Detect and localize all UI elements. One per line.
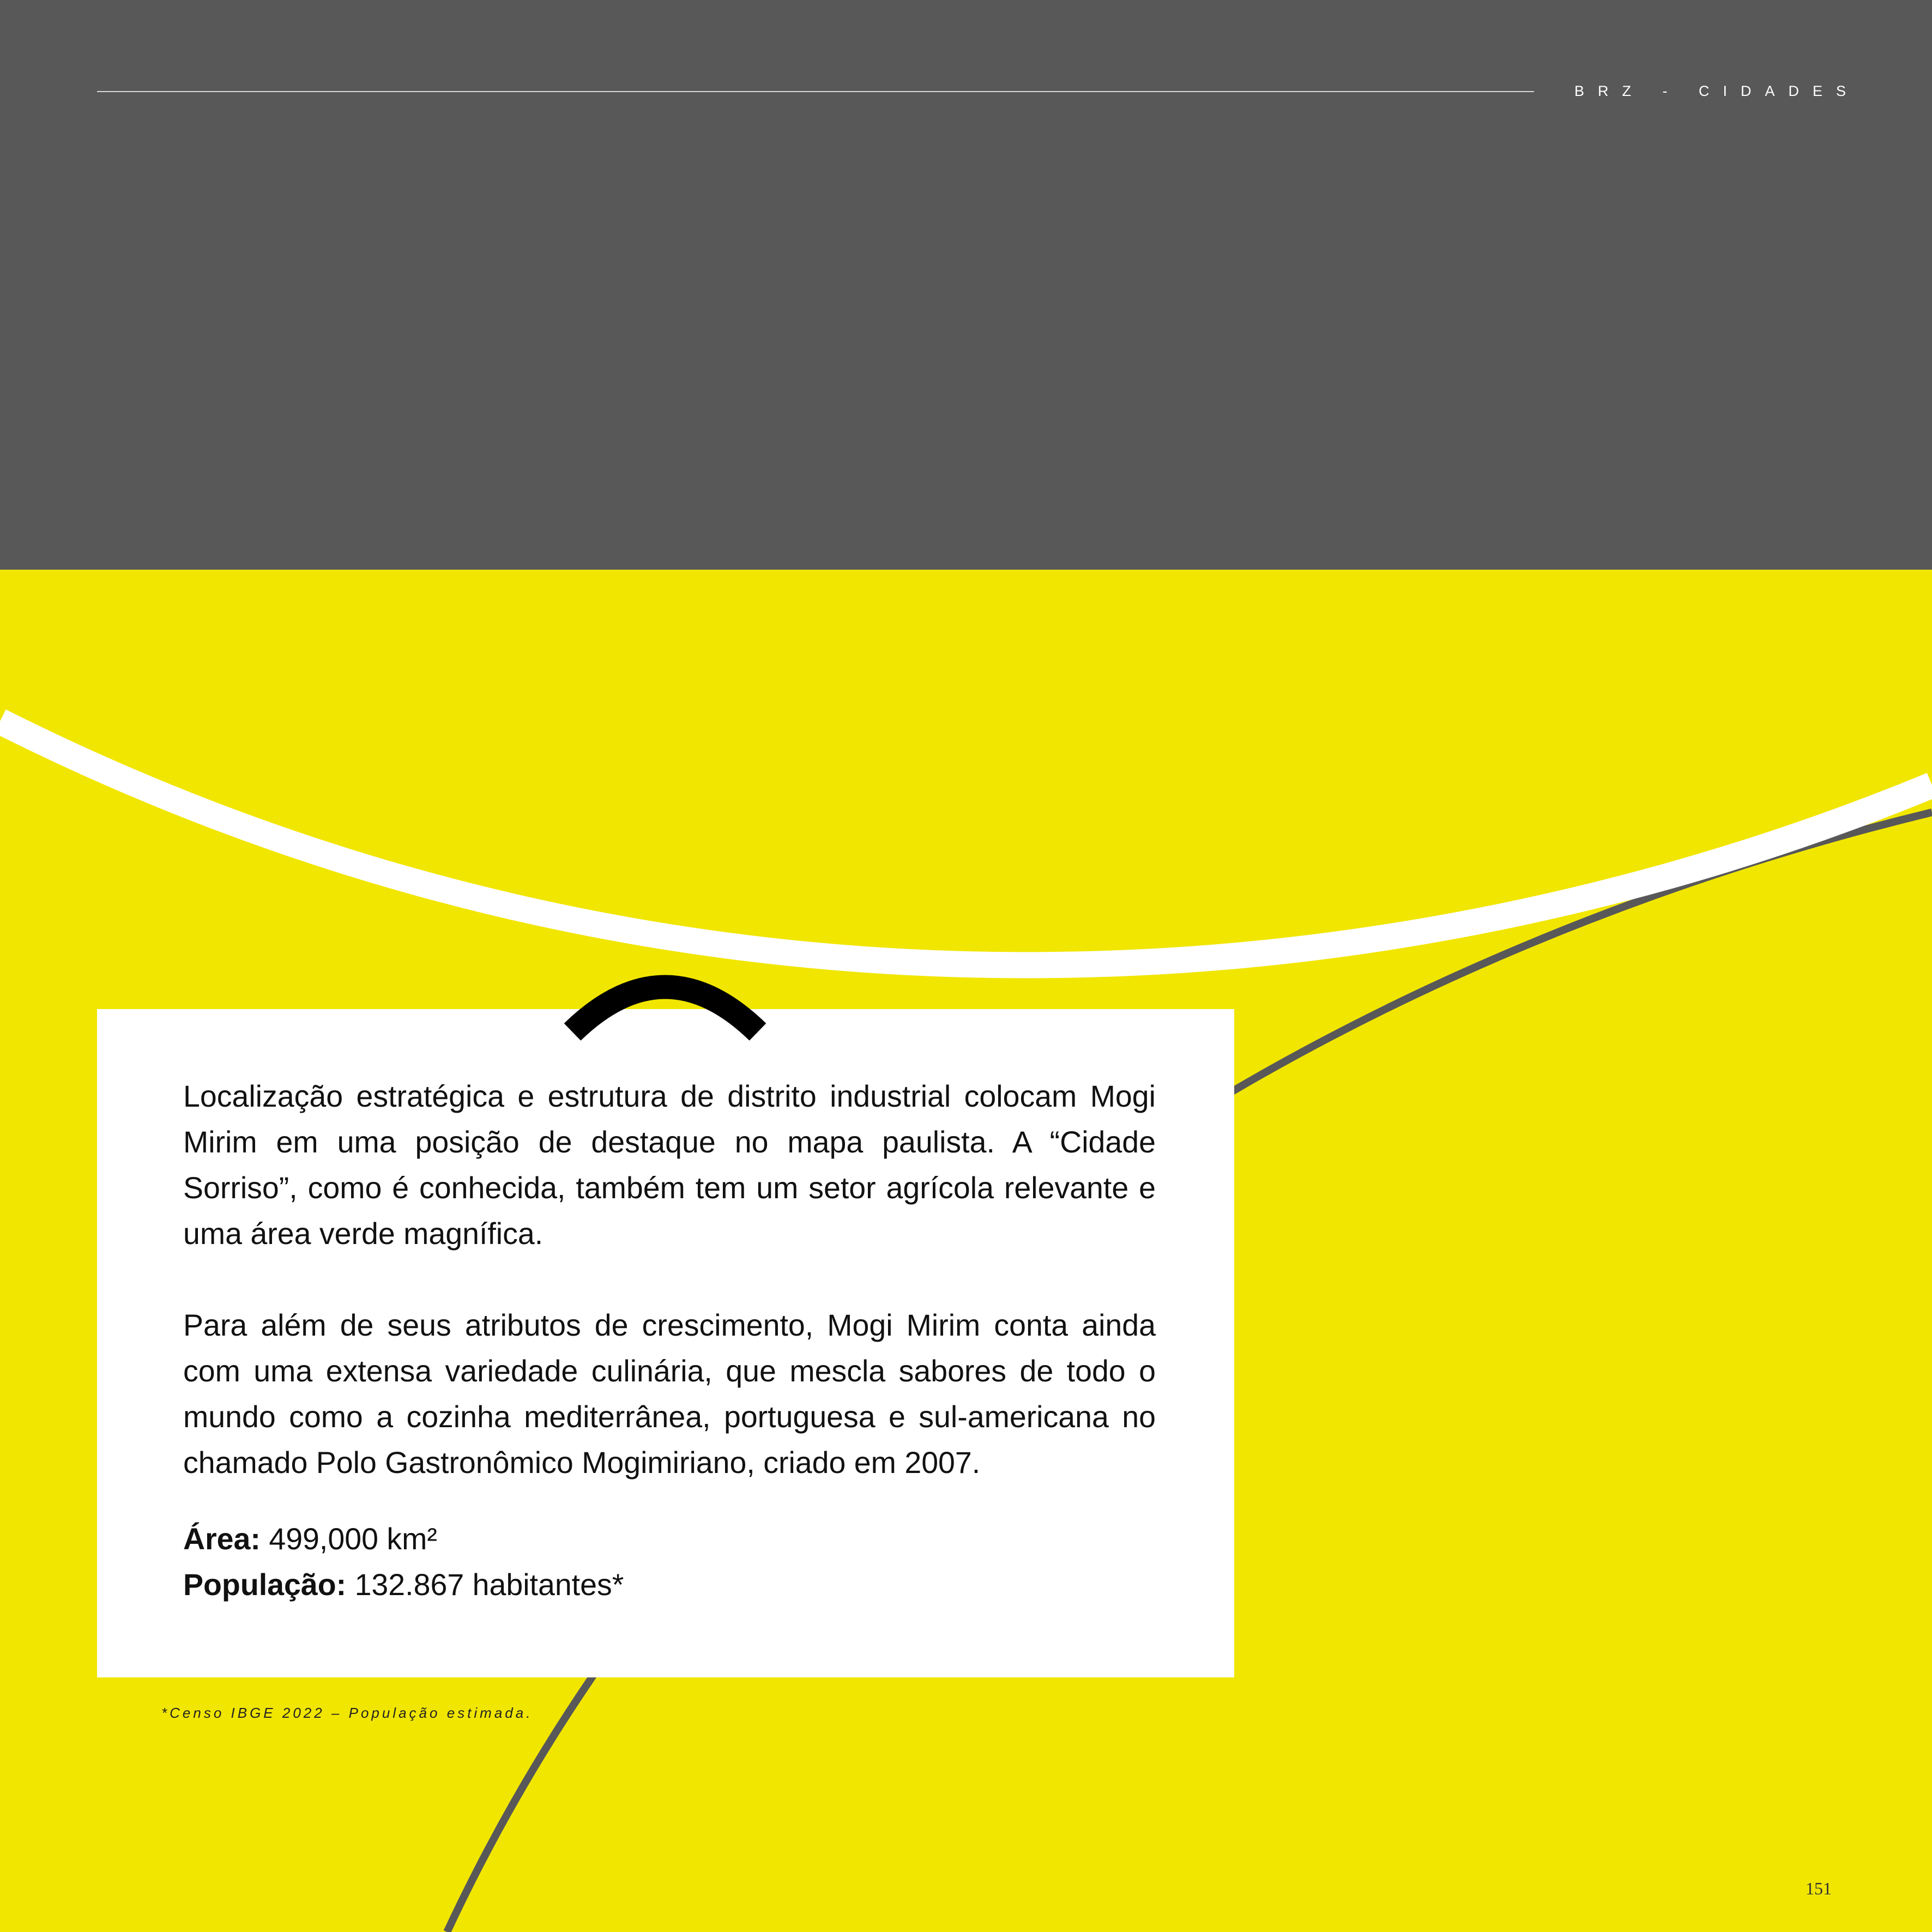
fact-population-label: População: (183, 1568, 347, 1602)
fact-area-value: 499,000 km² (269, 1522, 437, 1556)
cuisine-paragraph: Para além de seus atributos de crescimento, Mogi Mirim conta ainda com uma extensa variedade culinária, que mescla sabores de todo o mundo como a cozinha mediterrânea, portuguesa e sul-americana no chamado Polo Gastronômico Mogimiriano, criado em 2007. (183, 1308, 1156, 1480)
black-arc (572, 987, 758, 1033)
footnote: *Censo IBGE 2022 – População estimada. (161, 1705, 533, 1721)
page-number: 151 (1806, 1879, 1832, 1898)
intro-paragraph: Localização estratégica e estrutura de distrito industrial colocam Mogi Mirim em uma posição de destaque no mapa paulista. A “Cidade Sorriso”, como é conhecida, também tem um setor agrícola relevante e uma área verde magnífica. (183, 1079, 1156, 1251)
fact-population-value: 132.867 habitantes* (354, 1568, 624, 1602)
header-label: BRZ - CIDADES (1574, 83, 1860, 99)
fact-area-label: Área: (183, 1522, 261, 1556)
